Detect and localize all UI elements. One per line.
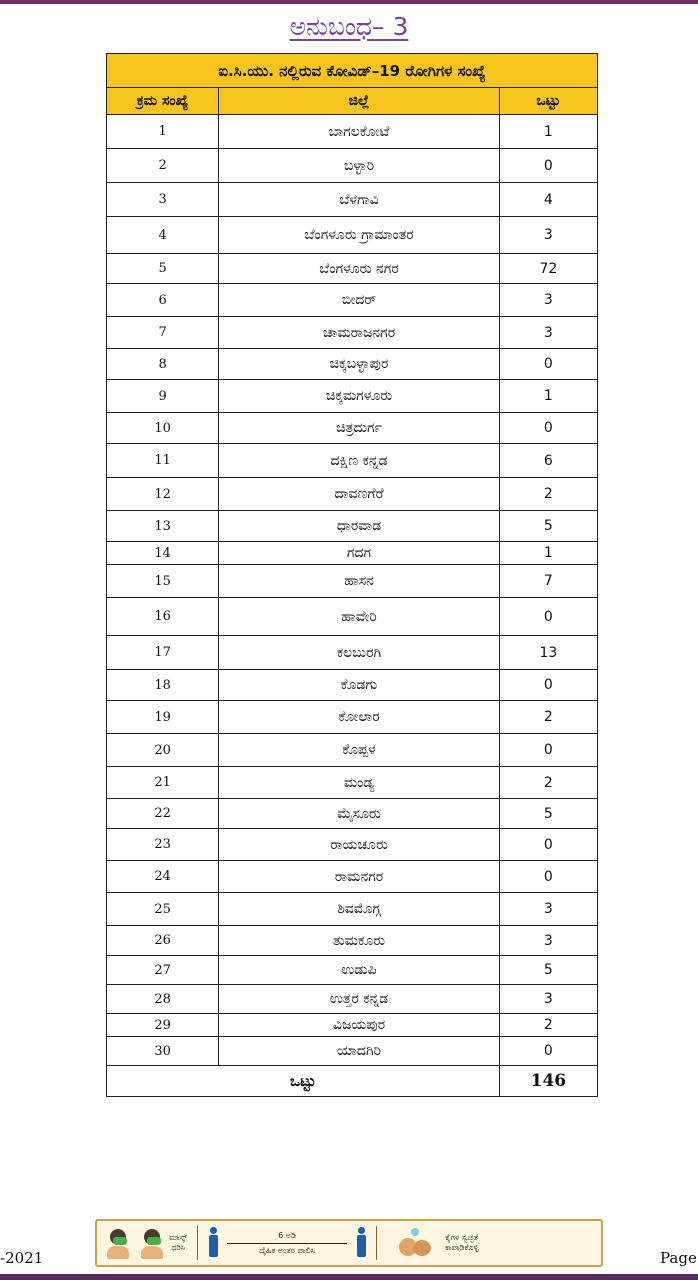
table-row (107, 598, 598, 636)
serial-cell: 26 (107, 926, 219, 956)
district-cell: ಬಳ್ಳಾರಿ (219, 149, 500, 183)
icu-patients-table (106, 53, 598, 1097)
total-cell: 1 (499, 380, 597, 413)
serial-cell: 5 (107, 254, 219, 284)
serial-cell: 24 (107, 861, 219, 893)
district-cell: ರಾಯಚೂರು (219, 829, 500, 861)
total-cell: 2 (499, 1014, 597, 1037)
district-cell: ಕೊಪ್ಪಳ (219, 734, 500, 767)
district-cell: ಬೀದರ್ (219, 284, 500, 317)
table-row (107, 413, 598, 444)
table-body (107, 115, 598, 1066)
table-row (107, 1014, 598, 1037)
total-cell: 3 (499, 217, 597, 254)
district-cell: ಬಾಗಲಕೋಟೆ (219, 115, 500, 149)
table-row (107, 149, 598, 183)
district-cell: ಶಿವಮೊಗ್ಗ (219, 893, 500, 926)
page-title: ಅನುಬಂಧ– 3 (289, 12, 409, 41)
hygiene-text-line1: ಕೈಗಳ ಸ್ವಚ್ಛತೆ (445, 1233, 479, 1242)
total-cell: 6 (499, 444, 597, 478)
total-cell: 2 (499, 478, 597, 511)
header-district: ಜಿಲ್ಲೆ (219, 88, 500, 115)
district-cell: ವಿಜಯಪುರ (219, 1014, 500, 1037)
serial-cell: 8 (107, 349, 219, 380)
district-cell: ಬೆಂಗಳೂರು ಗ್ರಾಮಾಂತರ (219, 217, 500, 254)
hygiene-section (383, 1221, 482, 1265)
covid-awareness-banner (95, 1219, 603, 1267)
serial-cell: 13 (107, 511, 219, 542)
masked-person-icon (105, 1227, 131, 1259)
serial-cell: 3 (107, 183, 219, 217)
footer-date: -2021 (0, 1249, 44, 1267)
serial-cell: 18 (107, 670, 219, 701)
table-row (107, 670, 598, 701)
serial-cell: 17 (107, 636, 219, 670)
hygiene-text-line2: ಕಾಪಾಡಿಕೊಳ್ಳಿ (445, 1243, 479, 1252)
district-cell: ಗದಗ (219, 542, 500, 565)
district-cell: ಚಿಕ್ಕಮಗಳೂರು (219, 380, 500, 413)
distance-top-text: 6 ಅಡಿ (278, 1230, 297, 1240)
total-value: 146 (499, 1066, 597, 1097)
top-rule (0, 0, 698, 4)
district-cell: ಚಾಮರಾಜನಗರ (219, 317, 500, 349)
district-cell: ಬೆಳಗಾವಿ (219, 183, 500, 217)
table-row (107, 349, 598, 380)
district-cell: ಹಾವೇರಿ (219, 598, 500, 636)
mask-text (169, 1233, 187, 1253)
table-row (107, 985, 598, 1014)
person-icon (208, 1227, 218, 1259)
table-row (107, 701, 598, 734)
serial-cell: 28 (107, 985, 219, 1014)
total-cell: 72 (499, 254, 597, 284)
total-cell: 0 (499, 149, 597, 183)
total-cell: 0 (499, 734, 597, 767)
table-row (107, 284, 598, 317)
serial-cell: 27 (107, 956, 219, 985)
hand-wash-icon (397, 1228, 435, 1258)
table-row (107, 893, 598, 926)
serial-cell: 22 (107, 799, 219, 829)
total-cell: 2 (499, 767, 597, 799)
table-row (107, 115, 598, 149)
total-cell: 0 (499, 1037, 597, 1066)
total-cell: 3 (499, 926, 597, 956)
serial-cell: 6 (107, 284, 219, 317)
table-row (107, 861, 598, 893)
district-cell: ಕಲಬುರಗಿ (219, 636, 500, 670)
serial-cell: 9 (107, 380, 219, 413)
total-cell: 5 (499, 511, 597, 542)
district-cell: ದಕ್ಷಿಣ ಕನ್ನಡ (219, 444, 500, 478)
total-cell: 0 (499, 670, 597, 701)
mask-text-line1: ಮಾಸ್ಕ್ (169, 1233, 188, 1242)
serial-cell: 2 (107, 149, 219, 183)
banner-divider (197, 1226, 198, 1260)
double-arrow-icon (227, 1243, 347, 1244)
serial-cell: 30 (107, 1037, 219, 1066)
table-row (107, 799, 598, 829)
banner-divider (376, 1226, 377, 1260)
serial-cell: 14 (107, 542, 219, 565)
total-cell: 7 (499, 565, 597, 598)
serial-cell: 20 (107, 734, 219, 767)
mask-text-line2: ಧರಿಸಿ (171, 1243, 185, 1252)
total-cell: 2 (499, 701, 597, 734)
total-cell: 0 (499, 413, 597, 444)
table-row (107, 734, 598, 767)
table-row (107, 511, 598, 542)
serial-cell: 15 (107, 565, 219, 598)
table-row (107, 478, 598, 511)
district-cell: ಮೈಸೂರು (219, 799, 500, 829)
total-cell: 5 (499, 956, 597, 985)
district-cell: ದಾವಣಗೆರೆ (219, 478, 500, 511)
serial-cell: 11 (107, 444, 219, 478)
total-cell: 3 (499, 317, 597, 349)
district-cell: ಚಿಕ್ಕಬಳ್ಳಾಪುರ (219, 349, 500, 380)
total-label: ಒಟ್ಟು (107, 1066, 500, 1097)
serial-cell: 16 (107, 598, 219, 636)
table-row (107, 926, 598, 956)
serial-cell: 12 (107, 478, 219, 511)
table-row (107, 829, 598, 861)
total-cell: 13 (499, 636, 597, 670)
table-row (107, 254, 598, 284)
serial-cell: 7 (107, 317, 219, 349)
serial-cell: 10 (107, 413, 219, 444)
district-cell: ಧಾರವಾಡ (219, 511, 500, 542)
table-row (107, 183, 598, 217)
distance-text (222, 1231, 352, 1256)
serial-cell: 1 (107, 115, 219, 149)
masked-person-icon (139, 1227, 165, 1259)
person-icon (356, 1227, 366, 1259)
table-row (107, 1037, 598, 1066)
table-row (107, 542, 598, 565)
table-row (107, 636, 598, 670)
district-cell: ಬೆಂಗಳೂರು ನಗರ (219, 254, 500, 284)
table-row (107, 565, 598, 598)
total-cell: 0 (499, 598, 597, 636)
total-cell: 0 (499, 349, 597, 380)
distance-section (204, 1221, 370, 1265)
table-row (107, 317, 598, 349)
district-cell: ತುಮಕೂರು (219, 926, 500, 956)
table-row (107, 444, 598, 478)
header-total: ಒಟ್ಟು (499, 88, 597, 115)
district-cell: ಉಡುಪಿ (219, 956, 500, 985)
total-cell: 3 (499, 284, 597, 317)
serial-cell: 23 (107, 829, 219, 861)
district-cell: ಕೊಡಗು (219, 670, 500, 701)
table-row (107, 956, 598, 985)
mask-section (97, 1221, 191, 1265)
header-serial: ಕ್ರಮ ಸಂಖ್ಯೆ (107, 88, 219, 115)
serial-cell: 4 (107, 217, 219, 254)
total-cell: 3 (499, 985, 597, 1014)
total-cell: 1 (499, 542, 597, 565)
total-cell: 0 (499, 861, 597, 893)
district-cell: ಯಾದಗಿರಿ (219, 1037, 500, 1066)
footer-page: Page (660, 1249, 697, 1267)
total-cell: 3 (499, 893, 597, 926)
district-cell: ಮಂಡ್ಯ (219, 767, 500, 799)
table-row (107, 380, 598, 413)
serial-cell: 25 (107, 893, 219, 926)
table-caption: ಐ.ಸಿ.ಯು. ನಲ್ಲಿರುವ ಕೋವಿಡ್–19 ರೋಗಿಗಳ ಸಂಖ್ಯೆ (107, 54, 598, 88)
distance-bottom-text: ದೈಹಿಕ ಅಂತರ ಪಾಲಿಸಿ (259, 1245, 315, 1255)
total-cell: 1 (499, 115, 597, 149)
bottom-rule (0, 1274, 698, 1280)
hygiene-text (445, 1233, 478, 1253)
total-cell: 5 (499, 799, 597, 829)
table-row (107, 767, 598, 799)
district-cell: ರಾಮನಗರ (219, 861, 500, 893)
district-cell: ಚಿತ್ರದುರ್ಗ (219, 413, 500, 444)
serial-cell: 21 (107, 767, 219, 799)
district-cell: ಹಾಸನ (219, 565, 500, 598)
district-cell: ಉತ್ತರ ಕನ್ನಡ (219, 985, 500, 1014)
total-cell: 0 (499, 829, 597, 861)
table-row (107, 217, 598, 254)
district-cell: ಕೋಲಾರ (219, 701, 500, 734)
serial-cell: 19 (107, 701, 219, 734)
total-cell: 4 (499, 183, 597, 217)
serial-cell: 29 (107, 1014, 219, 1037)
